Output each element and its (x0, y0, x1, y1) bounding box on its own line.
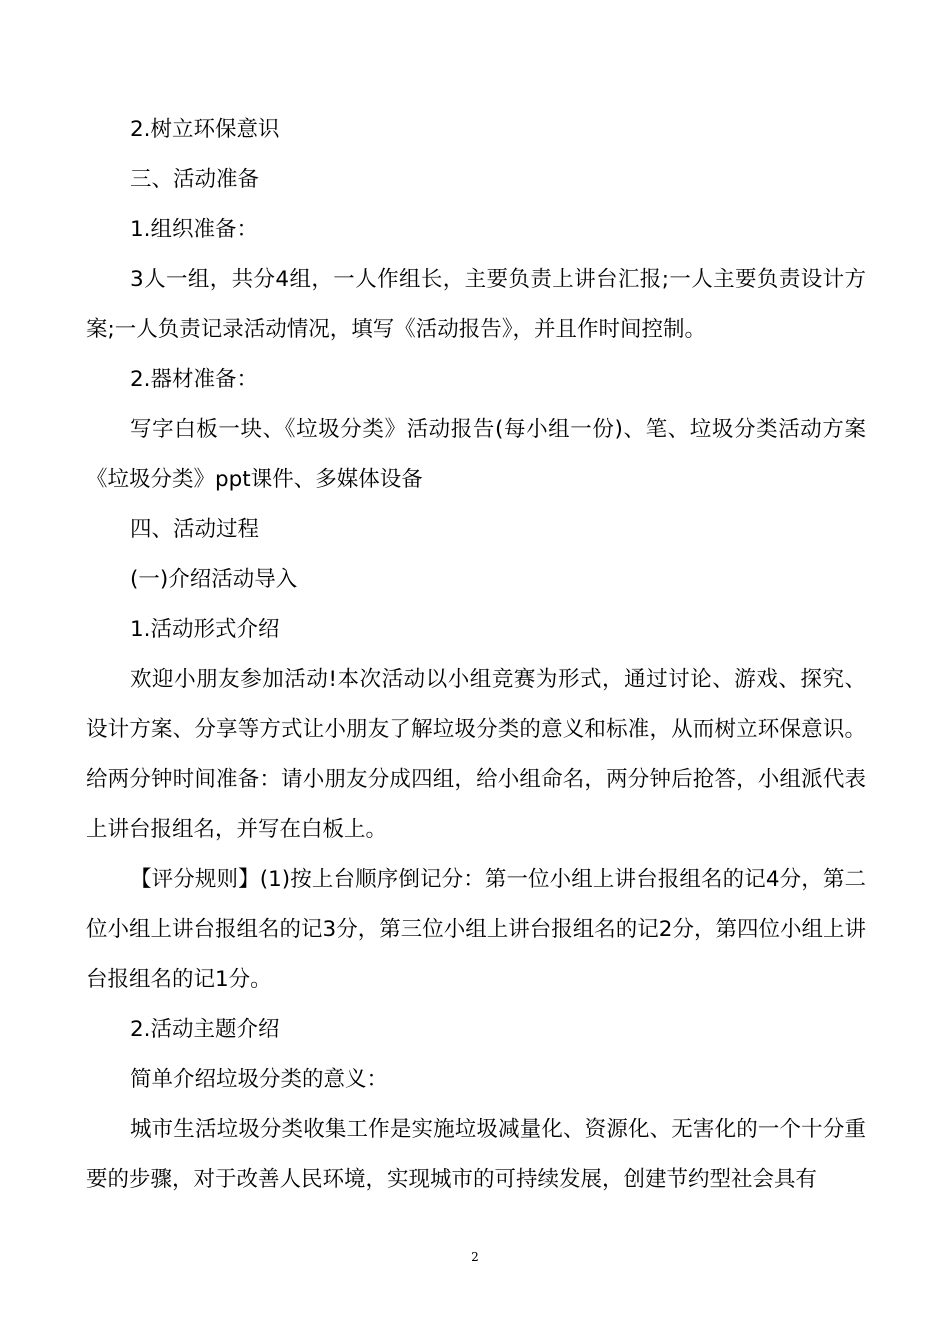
heading-organization-preparation: 1.组织准备： (130, 217, 259, 242)
paragraph-significance-intro: 简单介绍垃圾分类的意义： (130, 1067, 389, 1092)
paragraph-welcome: 欢迎小朋友参加活动!本次活动以小组竞赛为形式，通过讨论、游戏、探究、设计方案、分享等方式让小朋友了解垃圾分类的意义和标准，从而树立环保意识。给两分钟时间准备：请小朋友分成四组，给小组命名，两分钟后抢答，小组派代表上讲台报组名，并写在白板上。 (86, 667, 866, 842)
heading-activity-preparation: 三、活动准备 (130, 167, 260, 192)
paragraph-significance-body: 城市生活垃圾分类收集工作是实施垃圾减量化、资源化、无害化的一个十分重要的步骤，对于改善人民环境，实现城市的可持续发展，创建节约型社会具有 (86, 1117, 866, 1192)
page-number: 2 (471, 1250, 479, 1264)
document-body (86, 105, 866, 1205)
paragraph-equipment-list: 写字白板一块、《垃圾分类》活动报告(每小组一份)、笔、垃圾分类活动方案《垃圾分类》ppt课件、多媒体设备 (86, 417, 866, 492)
paragraph-scoring-rules: 【评分规则】(1)按上台顺序倒记分：第一位小组上讲台报组名的记4分，第二位小组上讲台报组名的记3分，第三位小组上讲台报组名的记2分，第四位小组上讲台报组名的记1分。 (86, 867, 866, 992)
heading-activity-format: 1.活动形式介绍 (130, 617, 280, 642)
heading-theme-introduction: 2.活动主题介绍 (130, 1017, 280, 1042)
heading-activity-process: 四、活动过程 (130, 517, 260, 542)
heading-equipment-preparation: 2.器材准备： (130, 367, 259, 392)
paragraph-goal-2: 2.树立环保意识 (130, 117, 280, 142)
heading-introduction: (一)介绍活动导入 (130, 567, 298, 592)
paragraph-group-setup: 3人一组，共分4组，一人作组长，主要负责上讲台汇报;一人主要负责设计方案;一人负责记录活动情况，填写《活动报告》，并且作时间控制。 (86, 267, 866, 342)
